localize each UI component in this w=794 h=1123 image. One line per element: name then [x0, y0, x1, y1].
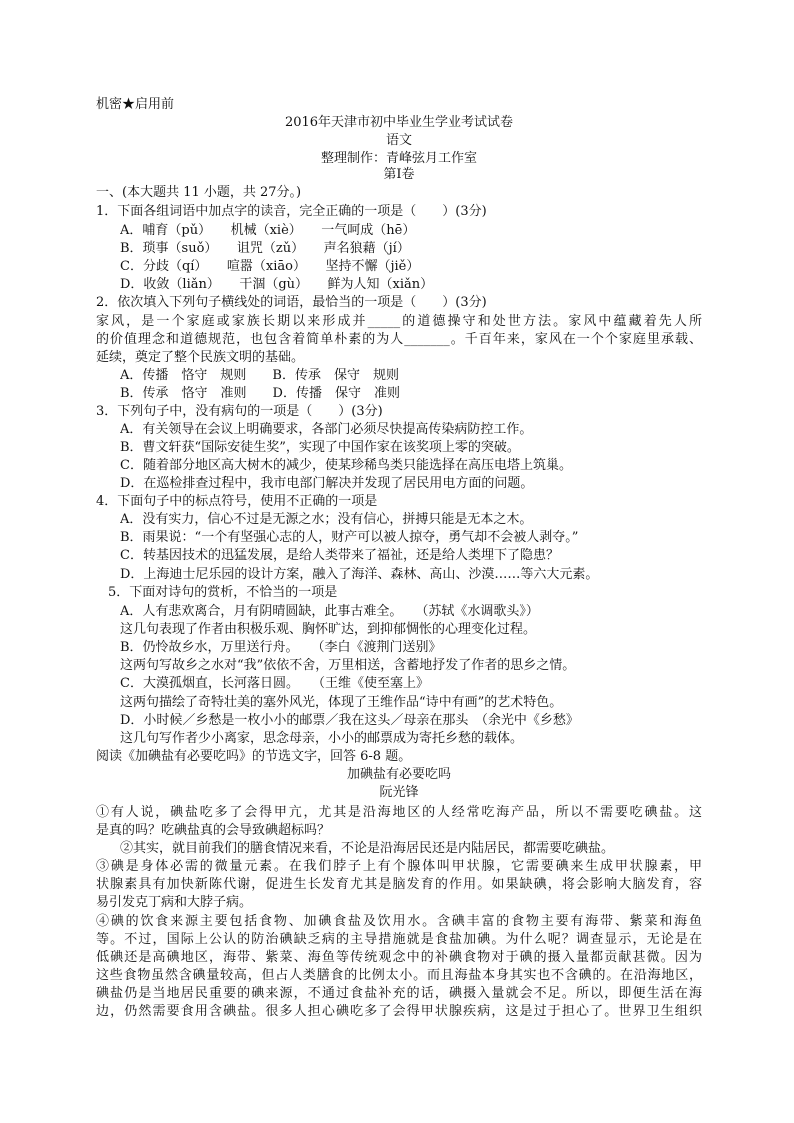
q1-option-c: C．分歧（qí） 喧嚣（xiāo） 坚持不懈（jiě）: [120, 259, 420, 274]
q5-option-d: D．小时候／乡愁是一枚小小的邮票／我在这头／母亲在那头 （余光中《乡愁》: [120, 713, 579, 728]
q2-stem: 2．依次填入下列句子横线处的词语，最恰当的一项是（ ）(3分): [96, 295, 487, 310]
article-paragraph-3a: ③碘是身体必需的微量元素。在我们脖子上有个腺体叫甲状腺，它需要碘来生成甲状腺素，甲: [96, 859, 702, 874]
article-title: 加碘盐有必要吃吗: [346, 767, 451, 782]
maker-line: 整理制作：青峰弦月工作室: [320, 151, 477, 166]
article-paragraph-3c: 易引发克丁病和大脖子病。: [96, 895, 253, 910]
q5-stem: 5．下面对诗句的赏析，不恰当的一项是: [108, 585, 338, 600]
q4-option-c: C．转基因技术的迅猛发展，是给人类带来了福祉，还是给人类埋下了隐患？: [120, 548, 559, 563]
secret-label: 机密★启用前: [96, 97, 175, 112]
volume-title: 第Ⅰ卷: [383, 167, 415, 182]
article-paragraph-1a: ①有人说，碘盐吃多了会得甲亢，尤其是沿海地区的人经常吃海产品，所以不需要吃碘盐。这: [96, 805, 702, 820]
article-paragraph-4c: 低碘还是高碘地区，海带、紫菜、海鱼等传统观念中的补碘食物对于碘的摄入量都贡献甚微。因为: [96, 950, 702, 965]
q3-option-c: C．随着部分地区高大树木的减少，使某珍稀鸟类只能选择在高压电塔上筑巢。: [120, 458, 572, 473]
article-paragraph-4f: 边，仍然需要食用含碘盐。很多人担心碘吃多了会得甲状腺疾病，这是过于担心了。世界卫生组织: [96, 1004, 702, 1019]
subject-title: 语文: [385, 133, 412, 148]
article-paragraph-1b: 是真的吗？吃碘盐真的会导致碘超标吗？: [96, 823, 331, 838]
q1-stem: 1．下面各组词语中加点字的读音，完全正确的一项是（ ）(3分): [96, 204, 487, 219]
article-paragraph-2: ②其实，就目前我们的膳食情况来看，不论是沿海居民还是内陆居民，都需要吃碘盐。: [120, 841, 615, 856]
article-paragraph-4b: 等。不过，国际上公认的防治碘缺乏病的主导措施就是食盐加碘。为什么呢？调查显示，无论是在: [96, 932, 702, 947]
q5-option-c-analysis: 这两句描绘了奇特壮美的塞外风光，体现了王维作品“诗中有画”的艺术特色。: [120, 695, 563, 710]
q5-option-b: B．仍怜故乡水，万里送行舟。 （李白《渡荆门送别》: [120, 640, 442, 655]
q5-option-c: C．大漠孤烟直，长河落日圆。 （王维《使至塞上》: [120, 676, 429, 691]
q1-option-a: A．哺育（pǔ） 机械（xiè） 一气呵成（hē）: [120, 223, 416, 238]
q3-stem: 3．下列句子中，没有病句的一项是（ ）(3分): [96, 404, 383, 419]
q2-passage-1: 家风，是一个家庭或家族长期以来形成并_____的道德操守和处世方法。家风中蕴藏着先人所: [96, 314, 702, 329]
q3-option-a: A．有关领导在会议上明确要求，各部门必须尽快提高传染病防控工作。: [120, 422, 533, 437]
q5-option-a: A．人有悲欢离合，月有阴晴圆缺，此事古难全。 （苏轼《水调歌头》）: [120, 604, 539, 619]
article-paragraph-4e: 碘盐仍是当地居民重要的碘来源，不通过食盐补充的话，碘摄入量就会不足。所以，即便生活在海: [96, 986, 702, 1001]
q5-option-d-analysis: 这几句写作者少小离家，思念母亲，小小的邮票成为寄托乡愁的载体。: [120, 731, 524, 746]
q3-option-d: D．在巡检排查过程中，我市电部门解决并发现了居民用电方面的问题。: [120, 476, 534, 491]
q2-options-cd: B．传承 恪守 准则 D．传播 保守 准则: [120, 386, 400, 401]
exam-title: 2016年天津市初中毕业生学业考试试卷: [284, 115, 514, 130]
q2-passage-2: 的价值理念和道德规范，也包含着简单朴素的为人_______。千百年来，家风在一个个家庭里承载、: [96, 332, 702, 347]
q4-option-a: A．没有实力，信心不过是无源之水；没有信心，拼搏只能是无本之木。: [120, 512, 533, 527]
q5-option-a-analysis: 这几句表现了作者由积极乐观、胸怀旷达，到抑郁惆怅的心理变化过程。: [120, 622, 537, 637]
q1-option-b: B．琐事（suǒ） 诅咒（zǔ） 声名狼藉（jí）: [120, 241, 410, 256]
q2-passage-3: 延续，奠定了整个民族文明的基础。: [96, 350, 305, 365]
section-intro: 一、(本大题共 11 小题，共 27分。): [96, 185, 302, 200]
article-author: 阮光锋: [379, 785, 419, 800]
q4-option-b: B．雨果说：“一个有坚强心志的人，财产可以被人掠夺，勇气却不会被人剥夺。”: [120, 530, 579, 545]
article-paragraph-4a: ④碘的饮食来源主要包括食物、加碘食盐及饮用水。含碘丰富的食物主要有海带、紫菜和海鱼: [96, 914, 702, 929]
q3-option-b: B．曹文轩获“国际安徒生奖”，实现了中国作家在该奖项上零的突破。: [120, 440, 520, 455]
article-paragraph-3b: 状腺素具有加快新陈代谢，促进生长发育尤其是脑发育的作用。如果缺碘，将会影响大脑发育，容: [96, 877, 702, 892]
q4-stem: 4．下面句子中的标点符号，使用不正确的一项是: [96, 494, 378, 509]
q2-options-ab: A．传播 恪守 规则 B．传承 保守 规则: [120, 368, 399, 383]
article-paragraph-4d: 这些食物虽然含碘量较高，但占人类膳食的比例太小。而且海盐本身其实也不含碘的。在沿海地区，: [96, 968, 702, 983]
q4-option-d: D．上海迪士尼乐园的设计方案，融入了海洋、森林、高山、沙漠……等六大元素。: [120, 567, 599, 582]
q1-option-d: D．收敛（liǎn） 干涸（gù） 鲜为人知（xiǎn）: [120, 277, 434, 292]
q5-option-b-analysis: 这两句写故乡之水对“我”依依不舍，万里相送，含蓄地抒发了作者的思乡之情。: [120, 658, 576, 673]
reading-intro: 阅读《加碘盐有必要吃吗》的节选文字，回答 6-8 题。: [96, 749, 412, 764]
